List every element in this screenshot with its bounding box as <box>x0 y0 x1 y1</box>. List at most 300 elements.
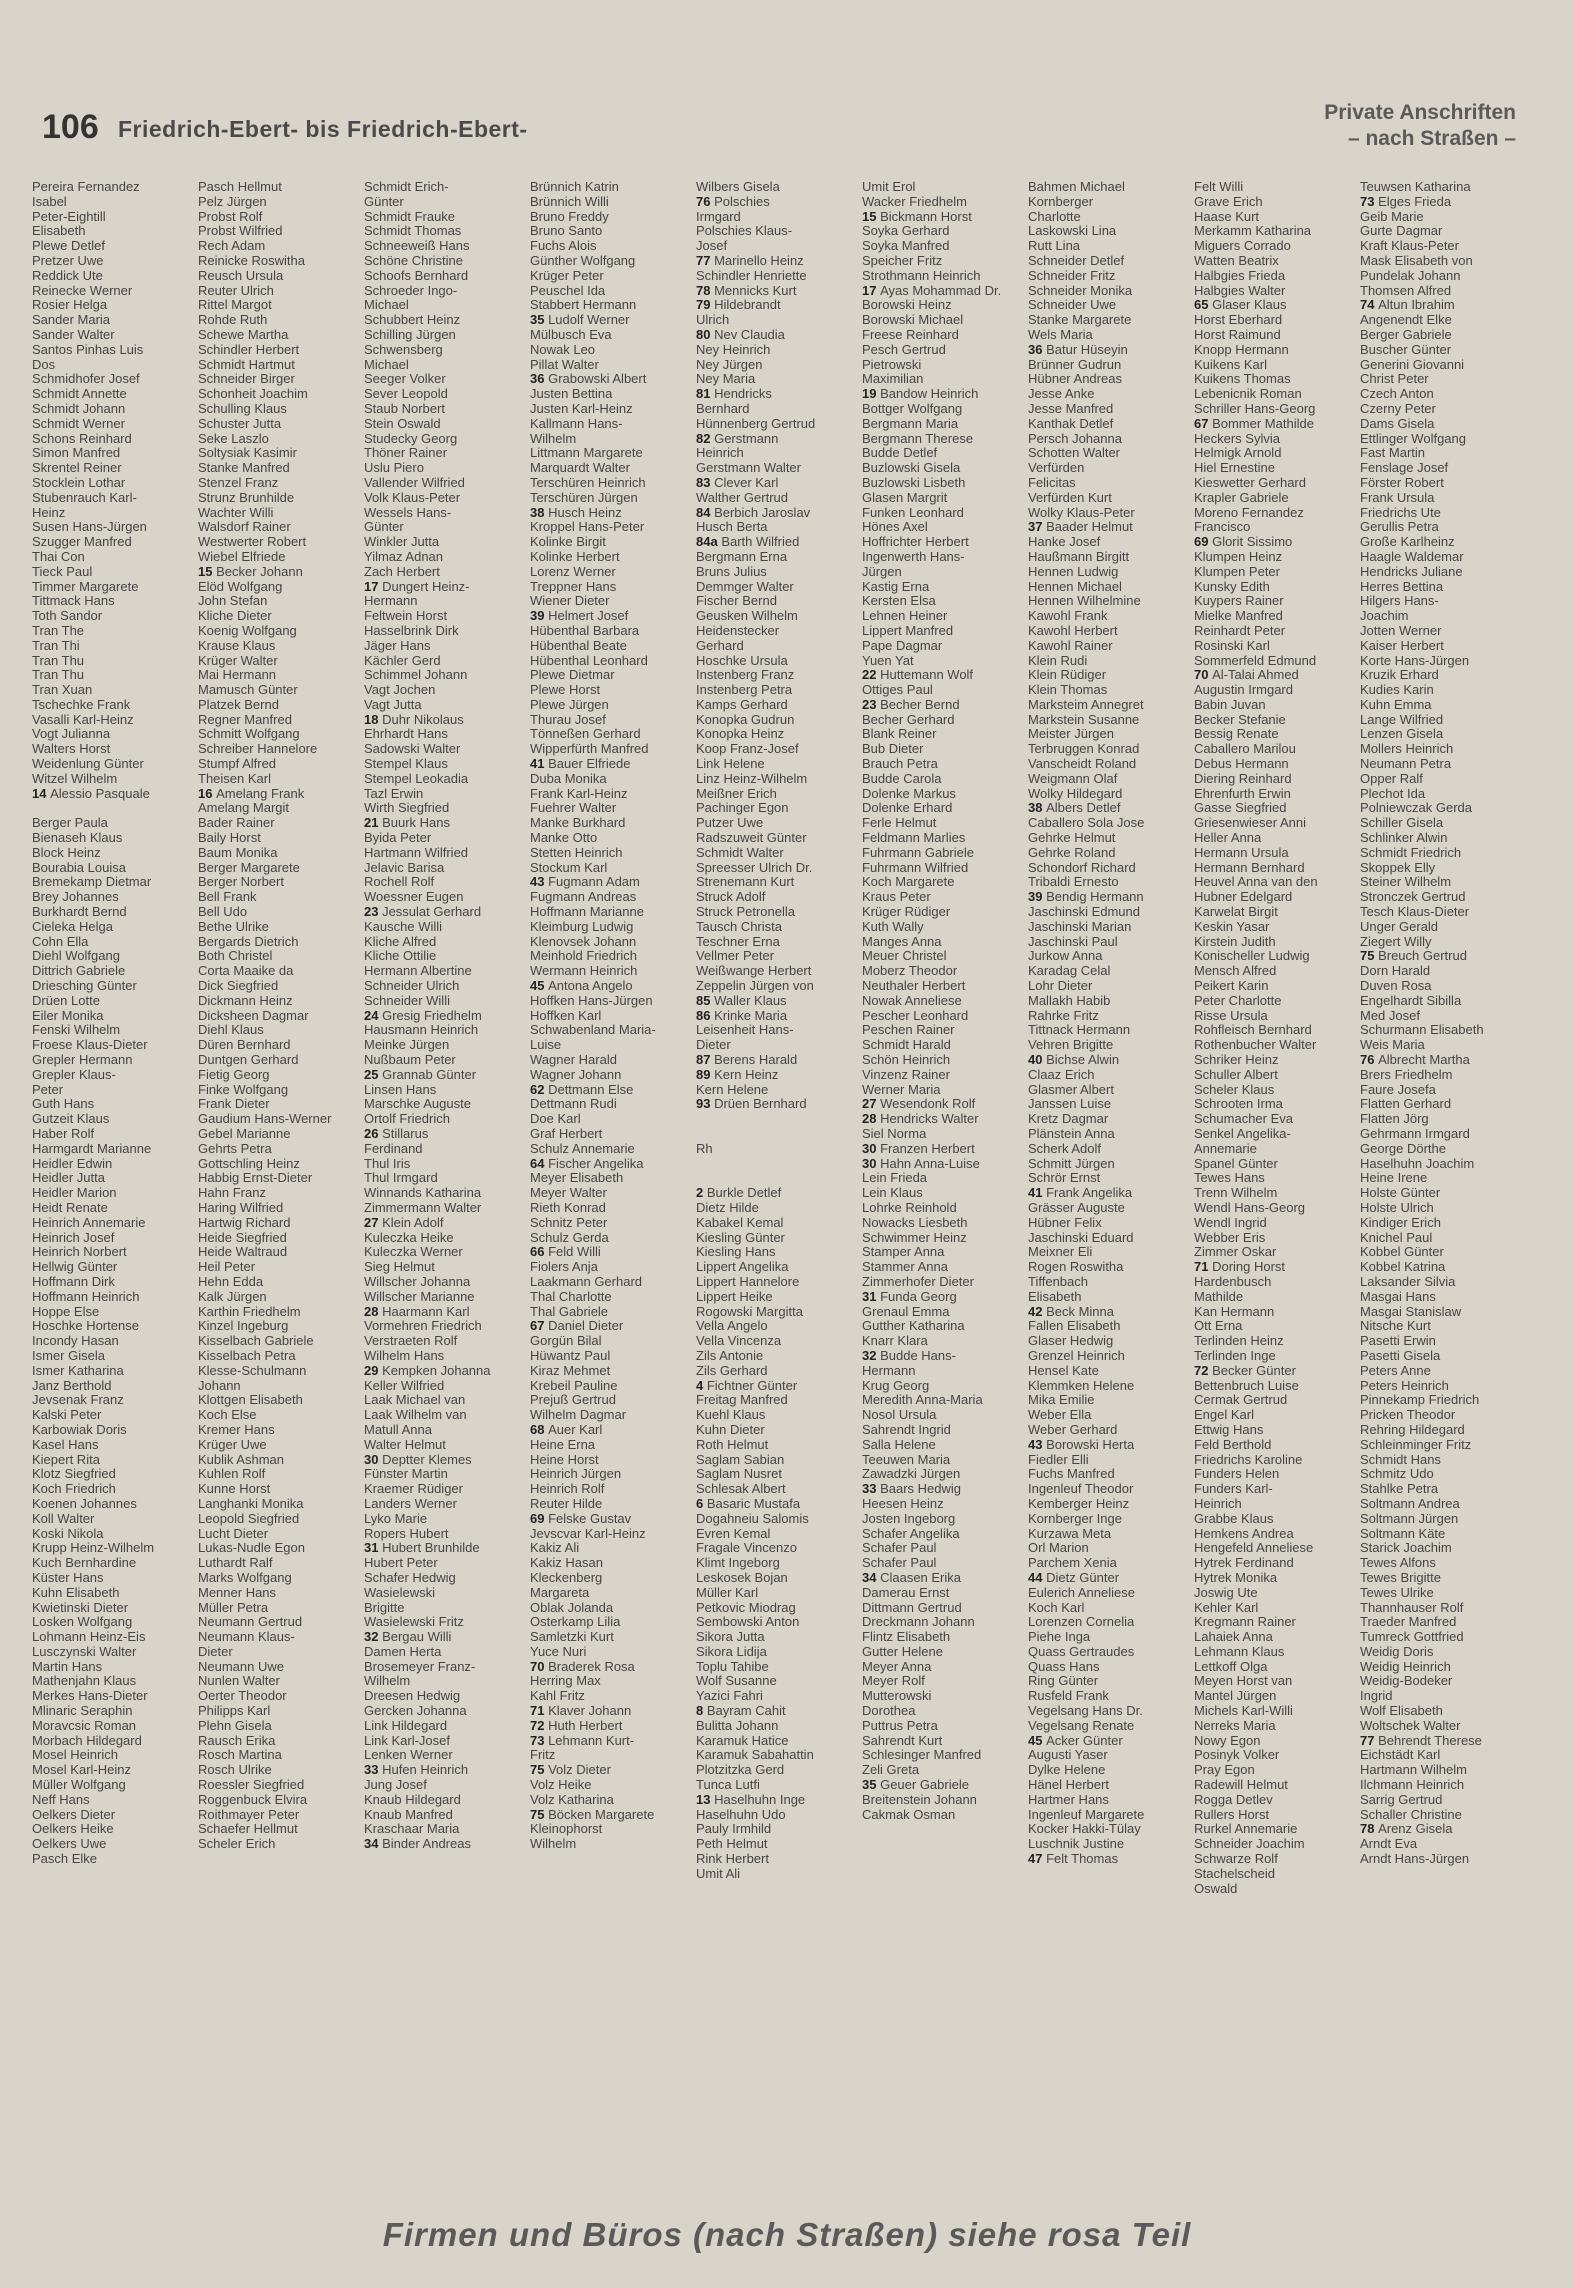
directory-entry: Bettenbruch Luise <box>1194 1378 1299 1393</box>
directory-entry: Schmidt Walter <box>696 845 784 860</box>
directory-entry: Charlotte <box>1028 209 1081 224</box>
directory-entry: Schneider Detlef <box>1028 253 1125 268</box>
directory-entry: Weidig Heinrich <box>1360 1659 1451 1674</box>
directory-entry: Schimmel Johann <box>364 668 468 683</box>
directory-entry: Baily Horst <box>198 831 261 846</box>
directory-entry: Wolf Susanne <box>696 1674 777 1689</box>
directory-entry: Thurau Josef <box>530 712 606 727</box>
directory-entry: Lehnen Heiner <box>862 609 948 624</box>
directory-entry: Meister Jürgen <box>1028 727 1114 742</box>
directory-entry: Hönes Axel <box>862 520 928 535</box>
directory-entry: Duba Monika <box>530 771 607 786</box>
directory-entry: Rink Herbert <box>696 1852 769 1867</box>
directory-entry: Yuen Yat <box>862 653 914 668</box>
directory-entry: Konischeller Ludwig <box>1194 949 1310 964</box>
directory-entry: Kuypers Rainer <box>1194 594 1284 609</box>
directory-entry: Dieter <box>696 1038 731 1053</box>
directory-entry: Elöd Wolfgang <box>198 579 283 594</box>
directory-entry: Schewe Martha <box>198 327 289 342</box>
directory-entry: Fuchs Alois <box>530 239 597 254</box>
directory-entry <box>32 801 198 816</box>
directory-entry: Grenzel Heinrich <box>1028 1348 1125 1363</box>
directory-entry: Tönneßen Gerhard <box>530 727 641 742</box>
directory-entry: Schmidt Hans <box>1360 1452 1441 1467</box>
directory-entry: Keller Wilfried <box>364 1378 445 1393</box>
directory-entry: Kublik Ashman <box>198 1452 284 1467</box>
directory-entry: Timmer Margarete <box>32 579 139 594</box>
directory-entry: Josef <box>696 239 728 254</box>
directory-entry: Neuthaler Herbert <box>862 979 966 994</box>
directory-entry: Tewes Alfons <box>1360 1556 1436 1571</box>
directory-entry: Schmitt Wolfgang <box>198 727 300 742</box>
directory-entry: Probst Wilfried <box>198 224 283 239</box>
directory-entry: Michael <box>364 357 409 372</box>
directory-entry: Plewe Horst <box>530 683 601 698</box>
directory-entry: Hoffken Hans-Jürgen <box>530 993 653 1008</box>
directory-entry: Soltysiak Kasimir <box>198 446 297 461</box>
directory-entry: 77 Behrendt Therese <box>1360 1733 1482 1748</box>
directory-entry: Wagner Johann <box>530 1067 622 1082</box>
directory-entry: Platzek Bernd <box>198 697 279 712</box>
directory-entry: Tieck Paul <box>32 564 93 579</box>
directory-entry: Thöner Rainer <box>364 446 448 461</box>
directory-entry: Leskosek Bojan <box>696 1570 788 1585</box>
directory-entry: 17 Ayas Mohammad Dr. <box>862 283 1002 298</box>
directory-entry: Schubbert Heinz <box>364 313 461 328</box>
directory-entry: Sander Maria <box>32 313 111 328</box>
directory-entry: Jesse Anke <box>1028 387 1095 402</box>
directory-entry: Kurzawa Meta <box>1028 1526 1112 1541</box>
directory-entry: Bernhard <box>696 401 750 416</box>
directory-entry: Vagt Jutta <box>364 697 422 712</box>
directory-entry: Heidler Jutta <box>32 1171 105 1186</box>
directory-entry: Kersten Elsa <box>862 594 936 609</box>
directory-entry: Stenzel Franz <box>198 475 279 490</box>
directory-entry: Hoschke Ursula <box>696 653 788 668</box>
directory-entry: Gutther Katharina <box>862 1319 965 1334</box>
directory-entry: 78 Arenz Gisela <box>1360 1822 1453 1837</box>
directory-entry: Heil Peter <box>198 1260 256 1275</box>
directory-entry: Müller Wolfgang <box>32 1778 126 1793</box>
directory-entry: Skrentel Reiner <box>32 461 122 476</box>
directory-entry: Isabel <box>32 194 67 209</box>
directory-entry: Kobbel Günter <box>1360 1245 1444 1260</box>
directory-entry: Meinhold Friedrich <box>530 949 637 964</box>
directory-entry: Michels Karl-Willi <box>1194 1704 1293 1719</box>
directory-entry: 42 Beck Minna <box>1028 1304 1114 1319</box>
directory-entry: Incondy Hasan <box>32 1334 119 1349</box>
directory-entry: Bruno Freddy <box>530 209 609 224</box>
directory-entry: Brosemeyer Franz- <box>364 1659 476 1674</box>
directory-entry: Stumpf Alfred <box>198 757 277 772</box>
directory-entry: Borowski Michael <box>862 313 964 328</box>
directory-entry: Dos <box>32 357 56 372</box>
directory-entry: Schaller Christine <box>1360 1807 1462 1822</box>
directory-entry: Vogt Julianna <box>32 727 111 742</box>
directory-entry: Tewes Hans <box>1194 1171 1265 1186</box>
directory-entry: Feld Berthold <box>1194 1437 1272 1452</box>
directory-entry: Fuhrmann Wilfried <box>862 860 969 875</box>
directory-entry: 89 Kern Heinz <box>696 1067 779 1082</box>
directory-entry: Starick Joachim <box>1360 1541 1452 1556</box>
directory-entry: Wilhelm Hans <box>364 1348 445 1363</box>
directory-entry: Fiolers Anja <box>530 1260 598 1275</box>
directory-entry: Cohn Ella <box>32 934 89 949</box>
directory-column <box>1028 180 1194 2140</box>
directory-entry: Merkes Hans-Dieter <box>32 1689 148 1704</box>
directory-entry: Schoofs Bernhard <box>364 268 469 283</box>
directory-entry: Pasch Elke <box>32 1852 98 1867</box>
directory-entry: Freese Reinhard <box>862 327 959 342</box>
directory-entry: Karbowiak Doris <box>32 1422 127 1437</box>
directory-entry: Umit Ali <box>696 1866 741 1881</box>
directory-entry: Winnands Katharina <box>364 1186 482 1201</box>
directory-entry: Dorothea <box>862 1704 916 1719</box>
directory-entry: Teschner Erna <box>696 934 780 949</box>
directory-entry: Kunne Horst <box>198 1482 271 1497</box>
directory-entry: Zeppelin Jürgen von <box>696 979 814 994</box>
directory-entry: Hanke Josef <box>1028 535 1101 550</box>
directory-entry: Wermann Heinrich <box>530 964 638 979</box>
directory-entry: Spanel Günter <box>1194 1156 1278 1171</box>
directory-entry: Scherk Adolf <box>1028 1141 1101 1156</box>
directory-entry: Prejuß Gertrud <box>530 1393 616 1408</box>
directory-entry: Luise <box>530 1038 562 1053</box>
directory-entry: Hytrek Ferdinand <box>1194 1556 1294 1571</box>
directory-entry: Becker Stefanie <box>1194 712 1286 727</box>
directory-entry: Stronczek Gertrud <box>1360 890 1466 905</box>
directory-entry: Schafer Paul <box>862 1541 937 1556</box>
directory-entry: Lyko Marie <box>364 1511 428 1526</box>
directory-entry: Wiebel Elfriede <box>198 549 286 564</box>
directory-entry: Schneider Ulrich <box>364 979 460 994</box>
directory-entry: Peters Anne <box>1360 1363 1431 1378</box>
directory-entry: Tewes Ulrike <box>1360 1585 1434 1600</box>
directory-entry: Mamusch Günter <box>198 683 298 698</box>
directory-entry: 39 Bendig Hermann <box>1028 890 1144 905</box>
directory-entry: Volz Heike <box>530 1778 592 1793</box>
directory-entry: Pretzer Uwe <box>32 253 104 268</box>
directory-entry: Hensel Kate <box>1028 1363 1099 1378</box>
directory-entry: Saglam Nusret <box>696 1467 782 1482</box>
directory-entry: Kwietinski Dieter <box>32 1600 129 1615</box>
directory-entry: Rech Adam <box>198 239 266 254</box>
directory-entry: Kuhn Dieter <box>696 1422 765 1437</box>
directory-entry: Konopka Gudrun <box>696 712 795 727</box>
directory-entry: Engel Karl <box>1194 1408 1254 1423</box>
directory-entry: Kretz Dagmar <box>1028 1112 1109 1127</box>
directory-entry: Zawadzki Jürgen <box>862 1467 961 1482</box>
directory-entry: Yuce Nuri <box>530 1644 587 1659</box>
directory-entry: Fast Martin <box>1360 446 1426 461</box>
directory-entry: Reuter Hilde <box>530 1496 603 1511</box>
directory-entry: Dylke Helene <box>1028 1763 1106 1778</box>
directory-entry: Budde Carola <box>862 771 942 786</box>
directory-entry: Dick Siegfried <box>198 979 279 994</box>
directory-entry: Koch Friedrich <box>32 1482 116 1497</box>
directory-entry: Rieth Konrad <box>530 1200 606 1215</box>
directory-entry: Dolenke Markus <box>862 786 956 801</box>
directory-entry: Tschechke Frank <box>32 697 131 712</box>
directory-entry: Frank Ursula <box>1360 490 1435 505</box>
directory-entry: Schriker Heinz <box>1194 1053 1279 1068</box>
directory-entry: Brey Johannes <box>32 890 119 905</box>
directory-entry: Ettlinger Wolfgang <box>1360 431 1466 446</box>
directory-entry: Hoffmann Dirk <box>32 1274 115 1289</box>
directory-entry: Rahrke Fritz <box>1028 1008 1099 1023</box>
directory-entry: Klotz Siegfried <box>32 1467 116 1482</box>
directory-entry: Orl Marion <box>1028 1541 1089 1556</box>
directory-entry: Lettkoff Olga <box>1194 1659 1268 1674</box>
directory-entry: Diehl Wolfgang <box>32 949 120 964</box>
directory-entry: Brünnich Katrin <box>530 180 619 194</box>
directory-entry: Theisen Karl <box>198 771 271 786</box>
directory-entry: Kuhn Emma <box>1360 697 1432 712</box>
directory-entry: Link Karl-Josef <box>364 1733 450 1748</box>
directory-entry: 82 Gerstmann <box>696 431 779 446</box>
directory-entry: Instenberg Franz <box>696 668 795 683</box>
directory-entry: Volz Katharina <box>530 1792 614 1807</box>
directory-entry: 64 Fischer Angelika <box>530 1156 644 1171</box>
directory-entry: Vormehren Friedrich <box>364 1319 482 1334</box>
directory-entry: Dreesen Hedwig <box>364 1689 461 1704</box>
directory-entry: Bessig Renate <box>1194 727 1279 742</box>
directory-entry: Mülbusch Eva <box>530 327 612 342</box>
directory-entry: 70 Braderek Rosa <box>530 1659 635 1674</box>
directory-entry: Hübenthal Leonhard <box>530 653 648 668</box>
directory-entry: Lahaiek Anna <box>1194 1630 1273 1645</box>
directory-entry: Manges Anna <box>862 934 942 949</box>
directory-entry: Tran The <box>32 623 85 638</box>
directory-entry: Link Hildegard <box>364 1718 448 1733</box>
directory-entry: Gurte Dagmar <box>1360 224 1443 239</box>
directory-entry: Pietrowski <box>862 357 922 372</box>
directory-entry: Morbach Hildegard <box>32 1733 142 1748</box>
directory-entry: Reddick Ute <box>32 268 103 283</box>
directory-entry: Korte Hans-Jürgen <box>1360 653 1470 668</box>
directory-entry: Weidig Doris <box>1360 1644 1434 1659</box>
directory-entry: Stetten Heinrich <box>530 845 623 860</box>
directory-entry: Grepler Hermann <box>32 1053 133 1068</box>
directory-entry: Laksander Silvia <box>1360 1274 1456 1289</box>
directory-entry: Wagner Harald <box>530 1053 617 1068</box>
directory-entry: Radewill Helmut <box>1194 1778 1288 1793</box>
directory-entry: 45 Antona Angelo <box>530 979 633 994</box>
directory-entry: Werner Maria <box>862 1082 941 1097</box>
directory-entry: Plotzitzka Gerd <box>696 1763 785 1778</box>
directory-entry: Instenberg Petra <box>696 683 793 698</box>
directory-entry: Jotten Werner <box>1360 623 1442 638</box>
directory-entry: Ney Jürgen <box>696 357 763 372</box>
directory-entry: Feltwein Horst <box>364 609 448 624</box>
directory-entry: Watten Beatrix <box>1194 253 1279 268</box>
directory-entry: Roithmayer Peter <box>198 1807 300 1822</box>
directory-entry: Soltmann Käte <box>1360 1526 1446 1541</box>
directory-entry: Reinhardt Peter <box>1194 623 1286 638</box>
directory-entry: Husch Berta <box>696 520 768 535</box>
directory-entry: 32 Bergau Willi <box>364 1630 452 1645</box>
directory-entry: Koch Karl <box>1028 1600 1085 1615</box>
directory-column <box>696 180 862 2140</box>
directory-entry: Eulerich Anneliese <box>1028 1585 1135 1600</box>
directory-entry: Terlinden Inge <box>1194 1348 1276 1363</box>
directory-entry: Klesse-Schulmann <box>198 1363 307 1378</box>
directory-entry: Joachim <box>1360 609 1409 624</box>
directory-entry: Leopold Siegfried <box>198 1511 300 1526</box>
directory-entry: Heidt Renate <box>32 1200 108 1215</box>
directory-entry: Kuch Bernhardine <box>32 1556 137 1571</box>
directory-entry: Fenslage Josef <box>1360 461 1449 476</box>
directory-entry: Müller Petra <box>198 1600 269 1615</box>
directory-entry: Winkler Jutta <box>364 535 440 550</box>
directory-entry: Haber Rolf <box>32 1127 95 1141</box>
directory-entry: Hilgers Hans- <box>1360 594 1439 609</box>
directory-entry: Diehl Klaus <box>198 1023 264 1038</box>
directory-entry: Borowski Heinz <box>862 298 952 313</box>
directory-entry: 62 Dettmann Else <box>530 1082 634 1097</box>
directory-entry: Schwabenland Maria- <box>530 1023 656 1038</box>
directory-entry: Reinicke Roswitha <box>198 253 305 268</box>
directory-entry: Hubert Peter <box>364 1556 438 1571</box>
directory-entry: Ring Günter <box>1028 1674 1099 1689</box>
directory-entry: Halbgies Walter <box>1194 283 1286 298</box>
directory-entry: Reusch Ursula <box>198 268 284 283</box>
directory-entry: Leisenheit Hans- <box>696 1023 794 1038</box>
directory-entry: Damen Herta <box>364 1644 442 1659</box>
directory-entry: Gercken Johanna <box>364 1704 467 1719</box>
directory-entry: Schmitz Udo <box>1360 1467 1434 1482</box>
directory-entry: Neumann Petra <box>1360 757 1452 772</box>
directory-entry: Jaschinski Edmund <box>1028 905 1140 920</box>
directory-entry: Bahmen Michael <box>1028 180 1125 194</box>
directory-entry: Quass Hans <box>1028 1659 1100 1674</box>
directory-entry: Yilmaz Adnan <box>364 549 444 564</box>
directory-entry: Becher Gerhard <box>862 712 955 727</box>
directory-entry: Kabakel Kemal <box>696 1215 784 1230</box>
directory-entry: Fugmann Andreas <box>530 890 637 905</box>
directory-entry: Kleckenberg <box>530 1570 603 1585</box>
directory-entry: Rosch Martina <box>198 1748 282 1763</box>
directory-entry: Kisselbach Gabriele <box>198 1334 314 1349</box>
directory-entry: Schafer Paul <box>862 1556 937 1571</box>
directory-entry: Hennen Ludwig <box>1028 564 1119 579</box>
directory-entry: Karamuk Hatice <box>696 1733 789 1748</box>
directory-entry: Rullers Horst <box>1194 1807 1270 1822</box>
directory-entry: 73 Lehmann Kurt- <box>530 1733 635 1748</box>
directory-entry: Felicitas <box>1028 475 1076 490</box>
directory-entry: Rittel Margot <box>198 298 272 313</box>
directory-entry: Gehrts Petra <box>198 1141 272 1156</box>
directory-entry: Martin Hans <box>32 1659 103 1674</box>
directory-entry: 69 Glorit Sissimo <box>1194 535 1293 550</box>
directory-entry: Stempel Klaus <box>364 757 448 772</box>
directory-entry: Heidenstecker <box>696 623 780 638</box>
directory-entry: Cermak Gertrud <box>1194 1393 1288 1408</box>
directory-entry: Schulling Klaus <box>198 401 287 416</box>
directory-entry: Neumann Gertrud <box>198 1615 303 1630</box>
directory-entry: Vehren Brigitte <box>1028 1038 1114 1053</box>
directory-entry: Tran Thu <box>32 668 85 683</box>
directory-entry: Ney Maria <box>696 372 756 387</box>
directory-entry: Reuter Ulrich <box>198 283 274 298</box>
directory-entry: Kraemer Rüdiger <box>364 1482 463 1497</box>
directory-entry: Buzlowski Gisela <box>862 461 961 476</box>
directory-entry: Berger Margarete <box>198 860 300 875</box>
directory-entry: Kornberger Inge <box>1028 1511 1122 1526</box>
directory-entry: Koenen Johannes <box>32 1496 137 1511</box>
directory-entry: Mallakh Habib <box>1028 993 1111 1008</box>
directory-entry: Karthin Friedhelm <box>198 1304 301 1319</box>
directory-entry: Probst Rolf <box>198 209 263 224</box>
directory-entry: Feldmann Marlies <box>862 831 966 846</box>
directory-entry: Polschies Klaus- <box>696 224 793 239</box>
directory-entry: Hermann Ursula <box>1194 845 1289 860</box>
directory-entry: Oelkers Heike <box>32 1822 114 1837</box>
directory-entry: Koch Margarete <box>862 875 955 890</box>
directory-entry: Justen Bettina <box>530 387 613 402</box>
directory-entry: Lohr Dieter <box>1028 979 1093 994</box>
directory-entry: Große Karlheinz <box>1360 535 1455 550</box>
directory-entry: Verstraeten Rolf <box>364 1334 458 1349</box>
directory-entry: Steiner Wilhelm <box>1360 875 1452 890</box>
directory-entry: Rurkel Annemarie <box>1194 1822 1298 1837</box>
directory-entry: Gerstmann Walter <box>696 461 801 476</box>
directory-entry: Neumann Uwe <box>198 1659 284 1674</box>
directory-entry: Heinrich Jürgen <box>530 1467 622 1482</box>
directory-entry: 8 Bayram Cahit <box>696 1704 786 1719</box>
directory-entry: Kornberger <box>1028 194 1094 209</box>
directory-entry: 85 Waller Klaus <box>696 993 787 1008</box>
directory-entry: Terschüren Jürgen <box>530 490 638 505</box>
directory-entry: Weidig-Bodeker <box>1360 1674 1453 1689</box>
directory-entry: Haußmann Birgitt <box>1028 549 1130 564</box>
directory-entry: Lippert Heike <box>696 1289 773 1304</box>
directory-entry: Petkovic Miodrag <box>696 1600 796 1615</box>
directory-entry: Laakmann Gerhard <box>530 1274 643 1289</box>
directory-entry: Babin Juvan <box>1194 697 1266 712</box>
directory-entry: Dettmann Rudi <box>530 1097 617 1112</box>
directory-entry: Kraft Klaus-Peter <box>1360 239 1459 254</box>
directory-entry: Schwarze Rolf <box>1194 1852 1278 1867</box>
directory-entry: Lippert Hannelore <box>696 1274 800 1289</box>
directory-entry: Struck Adolf <box>696 890 766 905</box>
directory-entry: Wilhelm <box>530 431 577 446</box>
directory-entry: 44 Dietz Günter <box>1028 1570 1120 1585</box>
directory-entry: Lange Wilfried <box>1360 712 1444 727</box>
directory-entry <box>696 1112 862 1127</box>
directory-entry: 79 Hildebrandt <box>696 298 781 313</box>
directory-entry: Hennen Wilhelmine <box>1028 594 1141 609</box>
directory-entry: Linz Heinz-Wilhelm <box>696 771 808 786</box>
directory-entry: Gerullis Petra <box>1360 520 1439 535</box>
directory-entry: Dietz Hilde <box>696 1200 759 1215</box>
directory-entry: Kawohl Frank <box>1028 609 1108 624</box>
directory-entry: Breitenstein Johann <box>862 1792 977 1807</box>
directory-entry: Toth Sandor <box>32 609 103 624</box>
directory-entry: Hüwantz Paul <box>530 1348 611 1363</box>
directory-entry: Roggenbuck Elvira <box>198 1792 308 1807</box>
directory-entry: Annemarie <box>1194 1141 1257 1156</box>
directory-entry: Both Christel <box>198 949 273 964</box>
directory-entry: Strothmann Heinrich <box>862 268 981 283</box>
directory-entry: Peikert Karin <box>1194 979 1269 994</box>
directory-entry: Gehrmann Irmgard <box>1360 1127 1470 1141</box>
directory-entry: Kastig Erna <box>862 579 930 594</box>
directory-entry: Link Helene <box>696 757 765 772</box>
directory-entry: Lebenicnik Roman <box>1194 387 1302 402</box>
directory-entry: Dogahneiu Salomis <box>696 1511 809 1526</box>
directory-entry: Klemmken Helene <box>1028 1378 1135 1393</box>
